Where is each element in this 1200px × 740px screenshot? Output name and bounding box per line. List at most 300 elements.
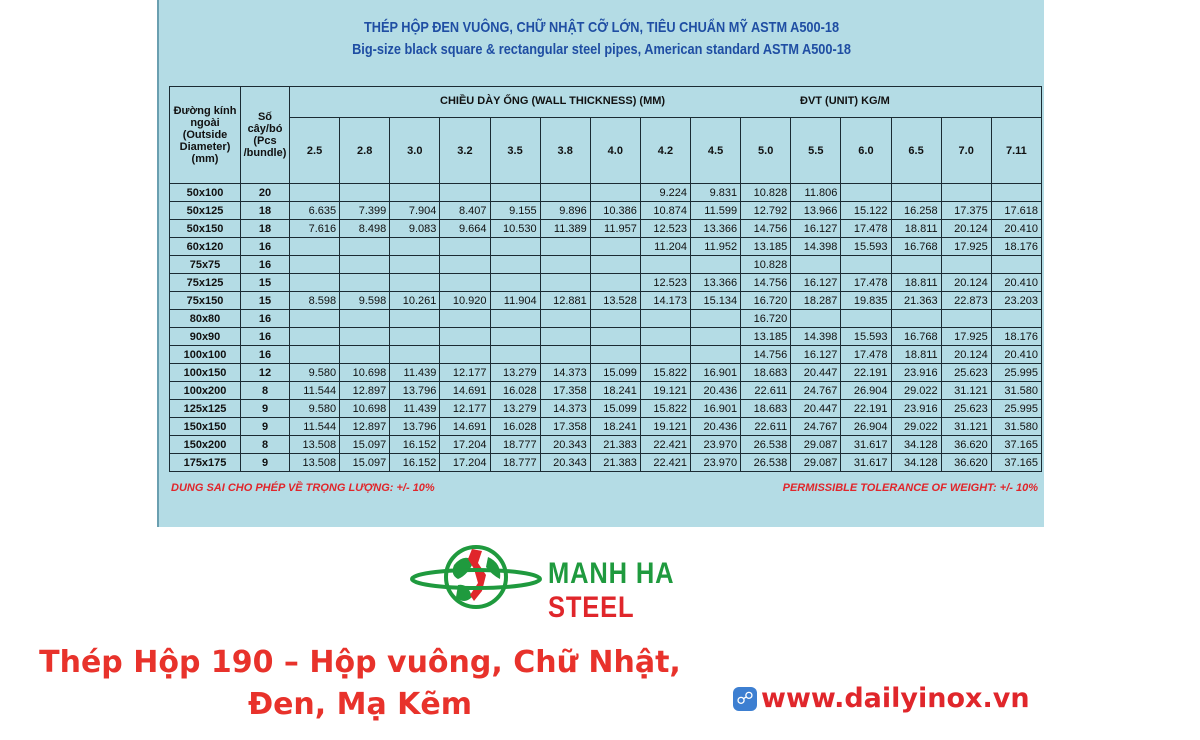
weight-cell: 14.756 — [741, 274, 791, 292]
weight-cell: 29.087 — [791, 454, 841, 472]
weight-cell — [891, 256, 941, 274]
weight-cell — [941, 184, 991, 202]
pcs-bundle-cell: 20 — [241, 184, 290, 202]
weight-cell: 11.599 — [691, 202, 741, 220]
weight-cell: 17.204 — [440, 436, 490, 454]
weight-cell: 37.165 — [991, 454, 1041, 472]
weight-cell — [390, 184, 440, 202]
weight-cell: 37.165 — [991, 436, 1041, 454]
weight-cell: 18.811 — [891, 274, 941, 292]
weight-cell: 21.383 — [590, 436, 640, 454]
weight-cell: 23.916 — [891, 400, 941, 418]
header-unit: ĐVT (UNIT) KG/M — [800, 95, 890, 107]
table-row — [170, 292, 1042, 310]
weight-cell: 34.128 — [891, 436, 941, 454]
pcs-bundle-cell: 12 — [241, 364, 290, 382]
weight-cell: 31.617 — [841, 454, 891, 472]
weight-cell: 22.191 — [841, 364, 891, 382]
weight-cell: 7.399 — [340, 202, 390, 220]
weight-cell: 9.580 — [290, 400, 340, 418]
weight-cell: 22.611 — [741, 418, 791, 436]
weight-cell: 31.580 — [991, 382, 1041, 400]
weight-cell: 20.343 — [540, 454, 590, 472]
table-row — [170, 220, 1042, 238]
weight-cell — [290, 346, 340, 364]
weight-cell: 20.124 — [941, 220, 991, 238]
weight-cell — [290, 310, 340, 328]
weight-cell — [440, 274, 490, 292]
weight-cell: 11.544 — [290, 418, 340, 436]
weight-cell: 18.811 — [891, 346, 941, 364]
thickness-header: 6.5 — [891, 118, 941, 184]
pcs-bundle-cell: 15 — [241, 292, 290, 310]
weight-cell: 17.925 — [941, 328, 991, 346]
outside-diameter-cell: 60x120 — [170, 238, 241, 256]
weight-cell — [590, 274, 640, 292]
pcs-bundle-cell: 16 — [241, 328, 290, 346]
weight-cell: 10.828 — [741, 184, 791, 202]
weight-cell: 23.970 — [691, 436, 741, 454]
weight-cell: 11.544 — [290, 382, 340, 400]
outside-diameter-cell: 75x150 — [170, 292, 241, 310]
weight-cell: 12.523 — [640, 220, 690, 238]
weight-cell — [640, 256, 690, 274]
weight-cell: 20.436 — [691, 382, 741, 400]
weight-cell — [490, 238, 540, 256]
weight-cell: 29.087 — [791, 436, 841, 454]
weight-cell: 29.022 — [891, 418, 941, 436]
weight-cell — [340, 346, 390, 364]
weight-cell: 15.122 — [841, 202, 891, 220]
header-outside-diameter: Đường kính ngoài (Outside Diameter) (mm) — [170, 87, 241, 184]
weight-cell: 8.498 — [340, 220, 390, 238]
weight-cell: 13.185 — [741, 238, 791, 256]
table-row — [170, 436, 1042, 454]
weight-cell: 10.261 — [390, 292, 440, 310]
pcs-bundle-cell: 9 — [241, 454, 290, 472]
pcs-bundle-cell: 8 — [241, 436, 290, 454]
weight-cell: 17.358 — [540, 382, 590, 400]
weight-cell: 15.097 — [340, 454, 390, 472]
weight-cell: 18.287 — [791, 292, 841, 310]
weight-cell — [390, 238, 440, 256]
weight-cell: 20.124 — [941, 346, 991, 364]
weight-cell: 25.623 — [941, 364, 991, 382]
weight-cell: 15.097 — [340, 436, 390, 454]
weight-cell: 23.203 — [991, 292, 1041, 310]
weight-cell: 9.083 — [390, 220, 440, 238]
weight-cell: 13.508 — [290, 454, 340, 472]
weight-cell: 34.128 — [891, 454, 941, 472]
pcs-bundle-cell: 16 — [241, 310, 290, 328]
weight-cell: 16.768 — [891, 328, 941, 346]
outside-diameter-cell: 175x175 — [170, 454, 241, 472]
weight-cell: 12.897 — [340, 418, 390, 436]
weight-cell: 16.152 — [390, 454, 440, 472]
weight-cell: 9.224 — [640, 184, 690, 202]
weight-cell — [340, 184, 390, 202]
manh-ha-steel-logo — [408, 535, 748, 624]
weight-cell: 9.664 — [440, 220, 490, 238]
weight-cell — [691, 328, 741, 346]
weight-cell: 15.822 — [640, 400, 690, 418]
table-row — [170, 400, 1042, 418]
globe-logo-icon — [408, 535, 548, 615]
weight-cell: 10.874 — [640, 202, 690, 220]
weight-cell: 15.593 — [841, 328, 891, 346]
table-row — [170, 256, 1042, 274]
weight-cell: 15.822 — [640, 364, 690, 382]
weight-cell: 14.398 — [791, 328, 841, 346]
weight-cell: 17.478 — [841, 274, 891, 292]
weight-cell — [540, 310, 590, 328]
weight-cell: 23.916 — [891, 364, 941, 382]
weight-cell: 31.580 — [991, 418, 1041, 436]
pcs-bundle-cell: 16 — [241, 238, 290, 256]
weight-cell: 12.177 — [440, 400, 490, 418]
table-row — [170, 454, 1042, 472]
weight-cell: 9.831 — [691, 184, 741, 202]
thickness-header: 5.5 — [791, 118, 841, 184]
weight-cell — [440, 184, 490, 202]
weight-cell — [590, 238, 640, 256]
weight-cell: 10.530 — [490, 220, 540, 238]
thickness-header: 2.8 — [340, 118, 390, 184]
weight-cell — [390, 346, 440, 364]
weight-cell — [340, 328, 390, 346]
caption-line-1: Thép Hộp 190 – Hộp vuông, Chữ Nhật, — [39, 645, 681, 680]
weight-cell: 15.134 — [691, 292, 741, 310]
weight-cell — [290, 328, 340, 346]
weight-cell: 14.398 — [791, 238, 841, 256]
weight-cell: 14.373 — [540, 400, 590, 418]
weight-cell: 20.447 — [791, 400, 841, 418]
weight-cell: 10.698 — [340, 364, 390, 382]
weight-cell: 13.279 — [490, 364, 540, 382]
weight-cell — [390, 256, 440, 274]
thickness-header: 3.5 — [490, 118, 540, 184]
weight-cell — [891, 310, 941, 328]
weight-cell: 14.756 — [741, 220, 791, 238]
table-row — [170, 238, 1042, 256]
weight-cell: 22.611 — [741, 382, 791, 400]
thickness-header: 7.11 — [991, 118, 1041, 184]
weight-cell: 13.796 — [390, 418, 440, 436]
weight-cell: 18.241 — [590, 418, 640, 436]
weight-cell: 10.828 — [741, 256, 791, 274]
weight-cell — [691, 310, 741, 328]
weight-cell: 25.995 — [991, 364, 1041, 382]
weight-cell: 11.439 — [390, 364, 440, 382]
weight-cell: 7.616 — [290, 220, 340, 238]
weight-cell — [941, 256, 991, 274]
weight-cell: 15.099 — [590, 400, 640, 418]
thickness-header: 5.0 — [741, 118, 791, 184]
weight-cell: 18.811 — [891, 220, 941, 238]
weight-cell: 12.177 — [440, 364, 490, 382]
weight-cell — [791, 256, 841, 274]
weight-cell — [490, 184, 540, 202]
thickness-header: 3.8 — [540, 118, 590, 184]
pcs-bundle-cell: 18 — [241, 220, 290, 238]
outside-diameter-cell: 150x200 — [170, 436, 241, 454]
weight-cell — [991, 256, 1041, 274]
weight-cell: 21.383 — [590, 454, 640, 472]
weight-cell — [841, 184, 891, 202]
weight-cell: 10.920 — [440, 292, 490, 310]
thickness-header: 2.5 — [290, 118, 340, 184]
title-english: Big-size black square & rectangular steel pipes, American standard ASTM A500-18 — [352, 41, 851, 58]
outside-diameter-cell: 80x80 — [170, 310, 241, 328]
weight-cell: 36.620 — [941, 454, 991, 472]
weight-cell: 13.528 — [590, 292, 640, 310]
weight-cell: 26.538 — [741, 454, 791, 472]
weight-cell: 17.375 — [941, 202, 991, 220]
weight-cell: 13.279 — [490, 400, 540, 418]
weight-cell — [640, 346, 690, 364]
thickness-header: 7.0 — [941, 118, 991, 184]
weight-cell: 18.777 — [490, 454, 540, 472]
weight-cell: 13.966 — [791, 202, 841, 220]
weight-cell: 9.896 — [540, 202, 590, 220]
weight-cell: 16.127 — [791, 346, 841, 364]
caption — [0, 642, 720, 726]
table-row — [170, 202, 1042, 220]
outside-diameter-cell: 50x150 — [170, 220, 241, 238]
weight-cell: 14.691 — [440, 418, 490, 436]
table-row — [170, 364, 1042, 382]
weight-cell: 22.191 — [841, 400, 891, 418]
table-row — [170, 184, 1042, 202]
weight-cell — [691, 346, 741, 364]
weight-cell — [540, 328, 590, 346]
weight-cell: 14.173 — [640, 292, 690, 310]
table-row — [170, 274, 1042, 292]
weight-cell: 12.523 — [640, 274, 690, 292]
weight-cell: 9.155 — [490, 202, 540, 220]
weight-cell: 12.792 — [741, 202, 791, 220]
weight-cell: 19.121 — [640, 418, 690, 436]
weight-cell: 13.508 — [290, 436, 340, 454]
weight-cell: 29.022 — [891, 382, 941, 400]
weight-cell: 31.121 — [941, 418, 991, 436]
weight-cell — [841, 256, 891, 274]
weight-cell — [290, 256, 340, 274]
weight-cell — [691, 256, 741, 274]
thickness-header: 4.0 — [590, 118, 640, 184]
weight-cell: 13.366 — [691, 220, 741, 238]
weight-cell: 19.121 — [640, 382, 690, 400]
table-row — [170, 328, 1042, 346]
weight-cell — [490, 274, 540, 292]
weight-cell: 17.618 — [991, 202, 1041, 220]
pcs-bundle-cell: 15 — [241, 274, 290, 292]
weight-cell — [540, 256, 590, 274]
weight-cell — [440, 328, 490, 346]
weight-cell: 25.995 — [991, 400, 1041, 418]
weight-cell: 15.593 — [841, 238, 891, 256]
weight-cell: 24.767 — [791, 418, 841, 436]
outside-diameter-cell: 75x125 — [170, 274, 241, 292]
weight-cell: 22.421 — [640, 436, 690, 454]
pcs-bundle-cell: 16 — [241, 256, 290, 274]
weight-cell — [340, 274, 390, 292]
weight-cell: 12.881 — [540, 292, 590, 310]
weight-cell: 8.598 — [290, 292, 340, 310]
weight-cell: 20.436 — [691, 418, 741, 436]
weight-cell: 11.904 — [490, 292, 540, 310]
weight-cell: 17.478 — [841, 346, 891, 364]
weight-cell: 18.176 — [991, 238, 1041, 256]
thickness-header: 3.0 — [390, 118, 440, 184]
weight-cell: 13.185 — [741, 328, 791, 346]
weight-cell: 11.204 — [640, 238, 690, 256]
weight-cell: 14.691 — [440, 382, 490, 400]
weight-cell: 20.447 — [791, 364, 841, 382]
weight-cell: 11.439 — [390, 400, 440, 418]
weight-cell: 17.358 — [540, 418, 590, 436]
weight-cell — [590, 256, 640, 274]
weight-cell: 16.901 — [691, 400, 741, 418]
weight-cell: 10.386 — [590, 202, 640, 220]
brand-part-2: STEEL — [548, 591, 635, 624]
weight-cell — [540, 238, 590, 256]
weight-cell: 20.410 — [991, 346, 1041, 364]
weight-cell: 11.806 — [791, 184, 841, 202]
weight-cell: 14.756 — [741, 346, 791, 364]
weight-cell: 16.258 — [891, 202, 941, 220]
weight-cell — [590, 328, 640, 346]
weight-cell — [891, 184, 941, 202]
weight-cell: 20.343 — [540, 436, 590, 454]
thickness-header: 4.5 — [691, 118, 741, 184]
weight-cell — [540, 184, 590, 202]
weight-cell: 20.410 — [991, 220, 1041, 238]
weight-cell — [440, 256, 490, 274]
website-url[interactable]: www.dailyinox.vn — [761, 683, 1030, 714]
spec-sheet-panel — [157, 0, 1044, 527]
weight-cell: 11.389 — [540, 220, 590, 238]
globe-icon: ☍ — [733, 687, 757, 711]
weight-cell — [490, 328, 540, 346]
weight-cell: 8.407 — [440, 202, 490, 220]
weight-cell: 12.897 — [340, 382, 390, 400]
weight-cell: 17.204 — [440, 454, 490, 472]
weight-cell — [440, 310, 490, 328]
header-group — [290, 87, 1042, 118]
weight-cell — [390, 310, 440, 328]
table-row — [170, 418, 1042, 436]
pcs-bundle-cell: 9 — [241, 418, 290, 436]
weight-cell: 16.152 — [390, 436, 440, 454]
weight-cell: 16.127 — [791, 274, 841, 292]
weight-cell — [440, 346, 490, 364]
outside-diameter-cell: 100x100 — [170, 346, 241, 364]
thickness-header: 6.0 — [841, 118, 891, 184]
thickness-header: 4.2 — [640, 118, 690, 184]
weight-cell — [290, 238, 340, 256]
outside-diameter-cell: 90x90 — [170, 328, 241, 346]
table-row — [170, 382, 1042, 400]
weight-cell: 25.623 — [941, 400, 991, 418]
weight-cell: 31.121 — [941, 382, 991, 400]
weight-cell: 18.176 — [991, 328, 1041, 346]
weight-cell: 6.635 — [290, 202, 340, 220]
header-pcs-bundle: Số cây/bó (Pcs /bundle) — [241, 87, 290, 184]
table-row — [170, 310, 1042, 328]
table-row — [170, 346, 1042, 364]
weight-cell — [841, 310, 891, 328]
weight-cell: 13.366 — [691, 274, 741, 292]
weight-cell — [290, 274, 340, 292]
weight-cell — [640, 328, 690, 346]
caption-line-2: Đen, Mạ Kẽm — [247, 687, 473, 722]
weight-cell: 16.720 — [741, 310, 791, 328]
outside-diameter-cell: 100x150 — [170, 364, 241, 382]
weight-cell — [440, 238, 490, 256]
weight-cell: 22.873 — [941, 292, 991, 310]
weight-cell — [991, 184, 1041, 202]
weight-cell — [490, 346, 540, 364]
outside-diameter-cell: 100x200 — [170, 382, 241, 400]
weight-cell — [340, 238, 390, 256]
header-wall-thickness: CHIỀU DÀY ỐNG (WALL THICKNESS) (MM) — [440, 95, 666, 107]
outside-diameter-cell: 50x125 — [170, 202, 241, 220]
weight-cell: 11.957 — [590, 220, 640, 238]
weight-cell: 31.617 — [841, 436, 891, 454]
weight-cell: 16.901 — [691, 364, 741, 382]
weight-cell — [991, 310, 1041, 328]
weight-cell: 15.099 — [590, 364, 640, 382]
brand-name — [548, 557, 718, 625]
weight-cell: 16.028 — [490, 382, 540, 400]
weight-cell — [290, 184, 340, 202]
weight-cell — [490, 310, 540, 328]
weight-cell — [590, 184, 640, 202]
outside-diameter-cell: 75x75 — [170, 256, 241, 274]
weight-cell: 16.127 — [791, 220, 841, 238]
weight-cell: 26.904 — [841, 418, 891, 436]
pcs-bundle-cell: 16 — [241, 346, 290, 364]
weight-cell: 21.363 — [891, 292, 941, 310]
outside-diameter-cell: 150x150 — [170, 418, 241, 436]
weight-cell: 22.421 — [640, 454, 690, 472]
weight-cell: 16.720 — [741, 292, 791, 310]
weight-cell — [941, 310, 991, 328]
weight-cell — [340, 310, 390, 328]
weight-cell: 20.124 — [941, 274, 991, 292]
weight-cell — [490, 256, 540, 274]
weight-cell — [640, 310, 690, 328]
weight-cell — [540, 274, 590, 292]
weight-cell: 14.373 — [540, 364, 590, 382]
weight-cell — [540, 346, 590, 364]
weight-cell: 26.538 — [741, 436, 791, 454]
weight-cell: 19.835 — [841, 292, 891, 310]
website-link[interactable] — [733, 683, 1030, 714]
weight-cell: 17.478 — [841, 220, 891, 238]
title-vietnamese: THÉP HỘP ĐEN VUÔNG, CHỮ NHẬT CỠ LỚN, TIÊU CHUẨN MỸ ASTM A500-18 — [363, 19, 840, 36]
weight-cell: 13.796 — [390, 382, 440, 400]
steel-weight-table — [169, 86, 1042, 472]
weight-cell: 26.904 — [841, 382, 891, 400]
weight-cell — [390, 328, 440, 346]
pcs-bundle-cell: 8 — [241, 382, 290, 400]
weight-cell: 16.028 — [490, 418, 540, 436]
tolerance-note-en: PERMISSIBLE TOLERANCE OF WEIGHT: +/- 10% — [782, 482, 1038, 494]
weight-cell: 24.767 — [791, 382, 841, 400]
outside-diameter-cell: 50x100 — [170, 184, 241, 202]
